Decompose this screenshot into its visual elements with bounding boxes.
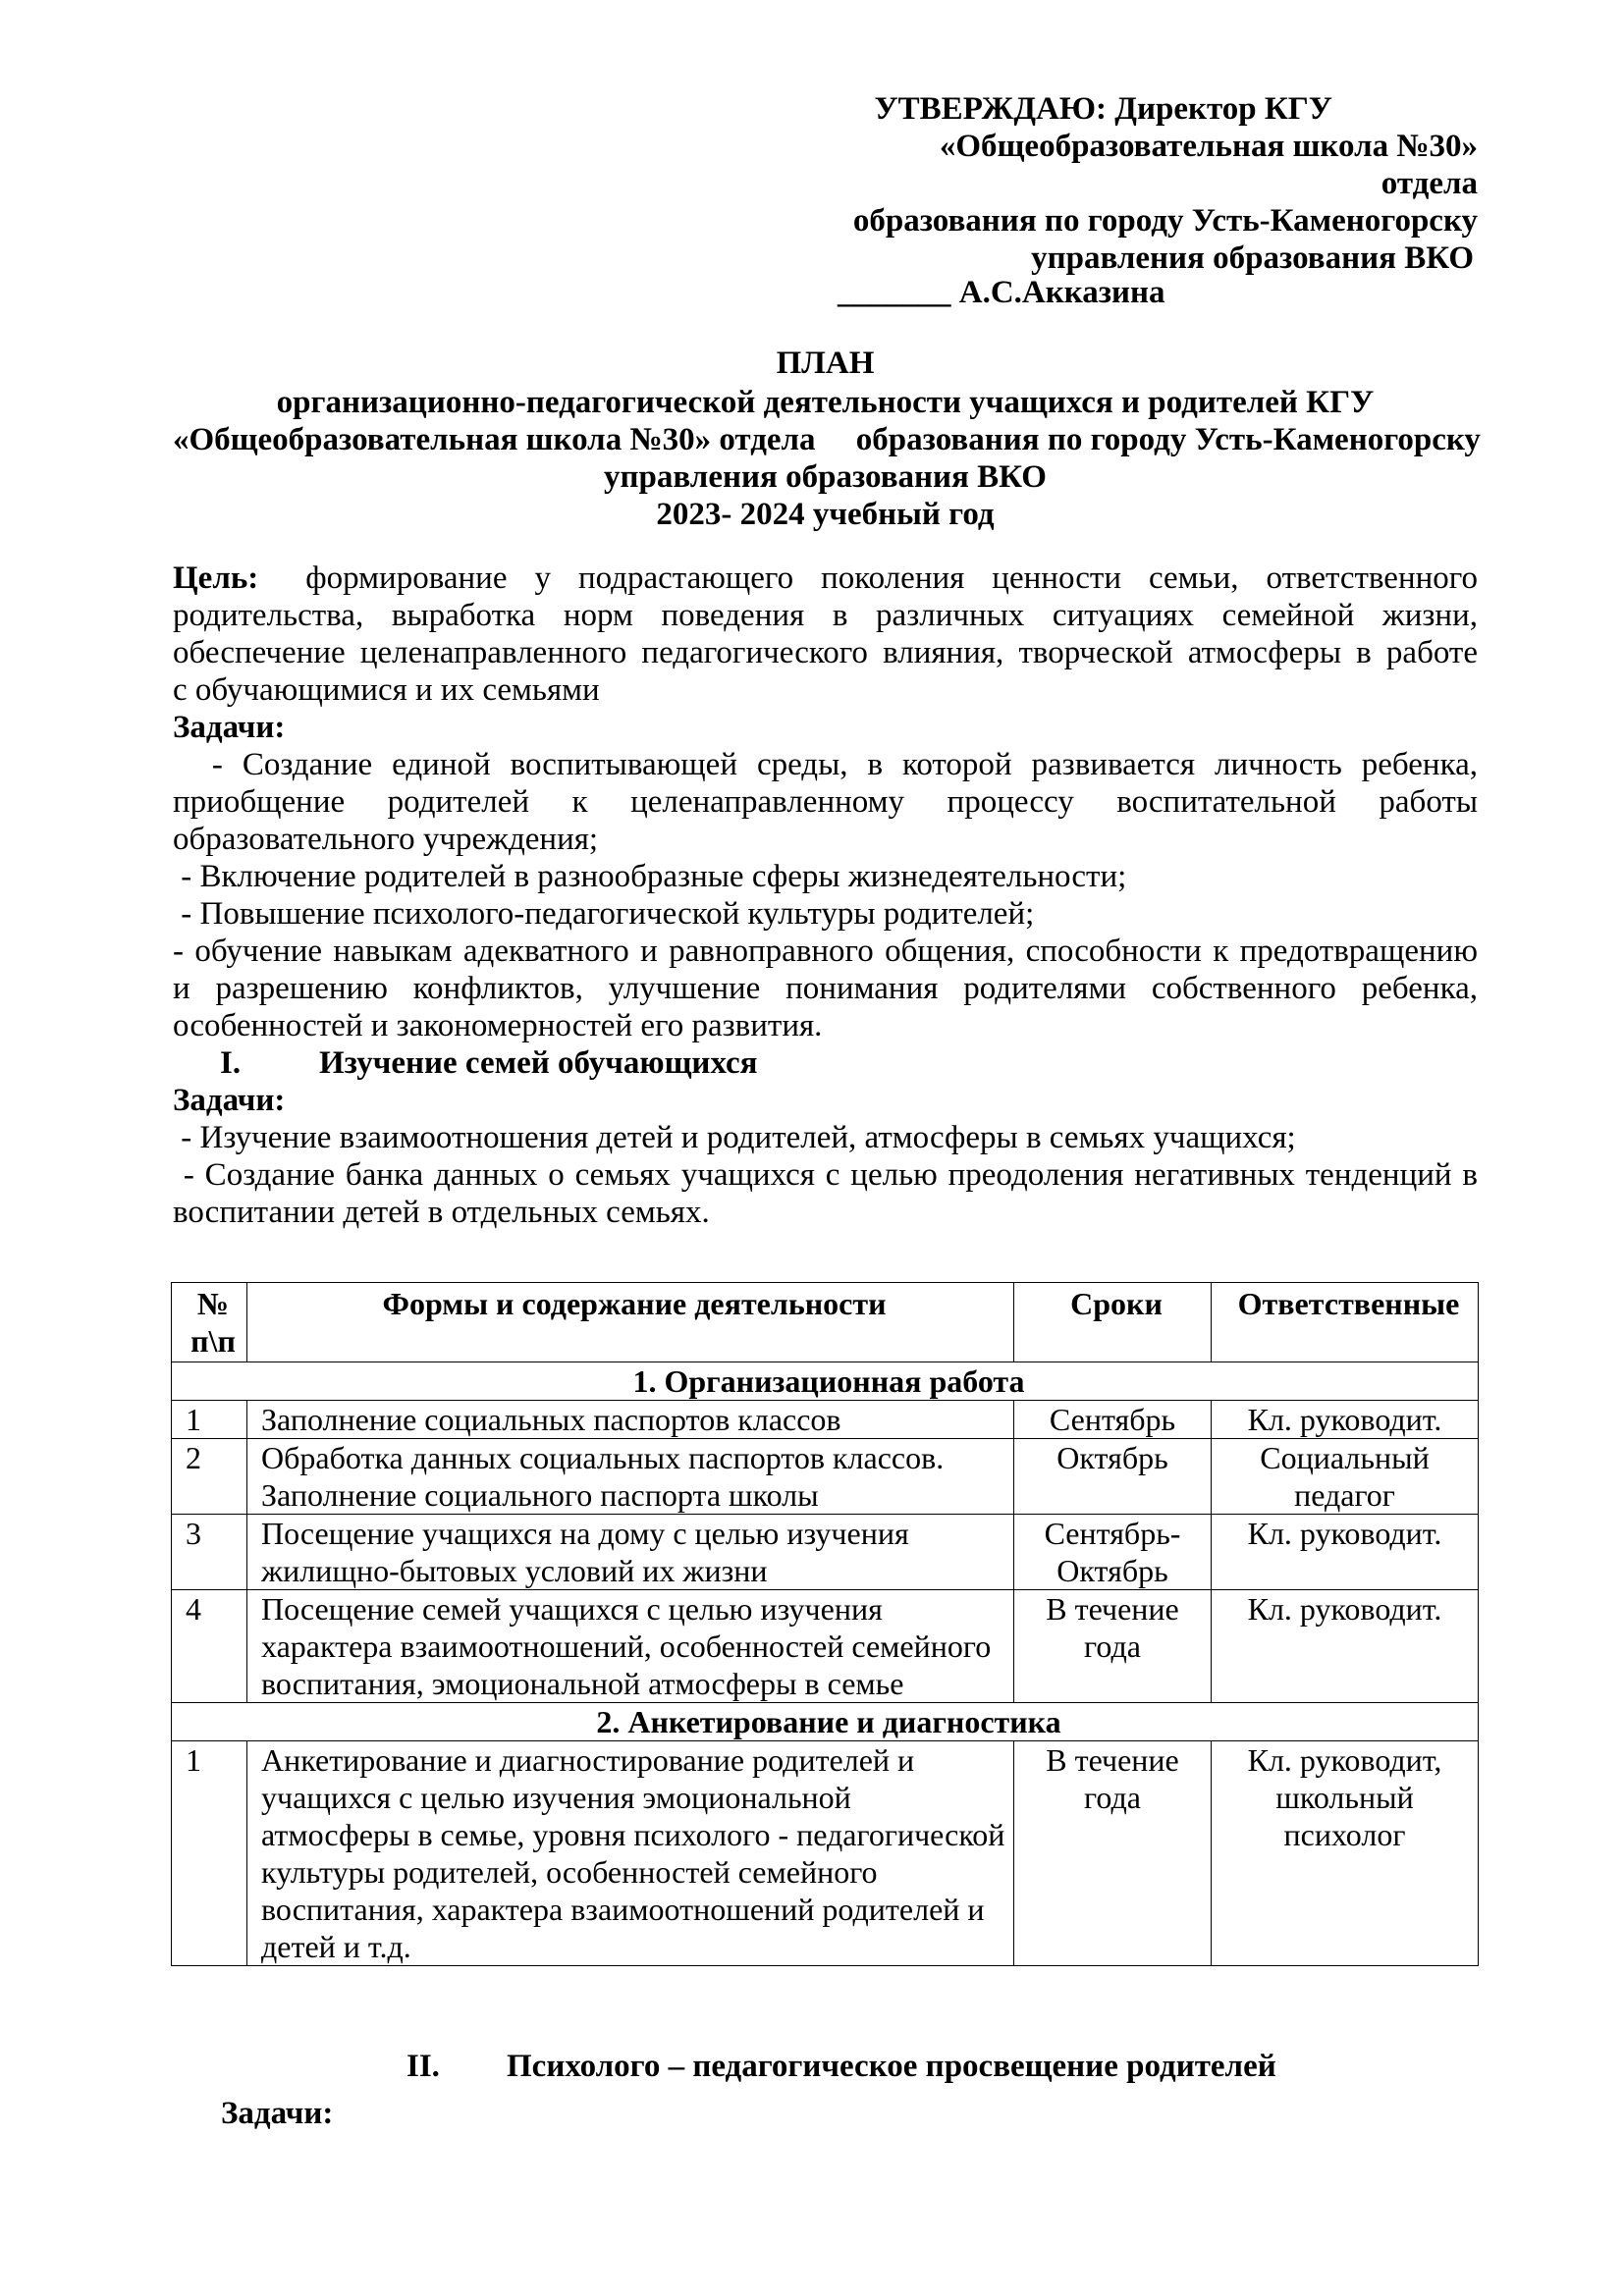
approval-line-4: управления образования ВКО (1031, 240, 1474, 276)
task-4-last-line: особенностей и закономерностей его развития. (173, 1008, 823, 1043)
row-number: 1 (172, 1401, 247, 1439)
row-content: Посещение учащихся на дому с целью изучения жилищно-бытовых условий их жизни (247, 1515, 1014, 1590)
table-row (172, 1515, 1479, 1590)
table-header-row (172, 1283, 1479, 1362)
row-responsible: Кл. руководит. (1212, 1515, 1479, 1590)
group-title: 2. Анкетирование и диагностика (172, 1703, 1479, 1741)
row-responsible: Кл. руководит, школьный психолог (1212, 1741, 1479, 1966)
section-1-title: Изучение семей обучающихся (319, 1045, 758, 1081)
document-title-block (173, 343, 1481, 533)
approval-line-2: «Общеобразовательная школа №30» отдела (939, 129, 1478, 201)
row-terms: В течение года (1014, 1590, 1212, 1703)
approval-block (844, 90, 1478, 277)
goal-first-line (173, 560, 1478, 597)
group-title: 1. Организационная работа (172, 1362, 1479, 1401)
task-4-line: - обучение навыкам адекватного и равноправного общения, способности к предотвращению (173, 934, 1478, 969)
row-number: 3 (172, 1515, 247, 1590)
row-terms: Сентябрь-Октябрь (1014, 1515, 1212, 1590)
task-1-line: - Создание единой воспитывающей среды, в которой развивается личность ребенка, (173, 747, 1478, 782)
document-body (173, 560, 1478, 1231)
section-1-heading (173, 1044, 1478, 1082)
title-subline-3: управления образования ВКО (604, 459, 1047, 495)
section-2-title: Психолого – педагогическое просвещение родителей (507, 2049, 1276, 2084)
document-title: ПЛАН (776, 346, 875, 381)
row-number: 2 (172, 1439, 247, 1515)
goal-line: обеспечение целенаправленного педагогического влияния, творческой атмосферы в работе (173, 635, 1478, 670)
table-group-row (172, 1362, 1479, 1401)
approval-line-3: образования по городу Усть-Каменогорску (852, 203, 1478, 239)
table-row (172, 1590, 1479, 1703)
section-2-tasks-label: Задачи: (221, 2096, 334, 2131)
section-1-task-2-line: - Создание банка данных о семьях учащихся с целью преодоления негативных тенденций в (173, 1157, 1478, 1193)
section-1-tasks-label: Задачи: (173, 1083, 286, 1118)
row-responsible: Кл. руководит. (1212, 1401, 1479, 1439)
section-1-task-2-last-line: воспитании детей в отдельных семьях. (173, 1195, 710, 1230)
section-1-number: I. (220, 1045, 242, 1081)
title-subline-1: организационно-педагогической деятельности учащихся и родителей КГУ (276, 385, 1375, 420)
goal-label: Цель: (173, 561, 259, 596)
header-terms: Сроки (1014, 1283, 1212, 1362)
task-3: - Повышение психолого-педагогической культуры родителей; (173, 896, 1035, 932)
table-row (172, 1741, 1479, 1966)
row-content: Обработка данных социальных паспортов классов. Заполнение социального паспорта школы (247, 1439, 1014, 1515)
row-terms: Октябрь (1014, 1439, 1212, 1515)
section-1-task-1: - Изучение взаимоотношения детей и родителей, атмосферы в семьях учащихся; (173, 1120, 1296, 1155)
task-2: - Включение родителей в разнообразные сферы жизнедеятельности; (173, 859, 1127, 894)
goal-line: родительства, выработка норм поведения в различных ситуациях семейной жизни, (173, 598, 1478, 633)
row-terms: В течение года (1014, 1741, 1212, 1966)
director-signature-line: _______ А.С.Акказина (838, 275, 1165, 310)
row-number: 4 (172, 1590, 247, 1703)
header-responsible: Ответственные (1212, 1283, 1479, 1362)
goal-text-first: формирование у подрастающего поколения ценности семьи, ответственного (305, 561, 1478, 596)
row-responsible: Кл. руководит. (1212, 1590, 1479, 1703)
academic-year: 2023- 2024 учебный год (656, 497, 995, 532)
task-1-last-line: образовательного учреждения; (173, 822, 599, 857)
approval-line-1: УТВЕРЖДАЮ: Директор КГУ (874, 91, 1332, 127)
section-2-number: II. (406, 2049, 440, 2084)
row-content: Анкетирование и диагностирование родителей и учащихся с целью изучения эмоциональной атмосферы в семье, уровня психолого - педагогической культуры родителей, особенностей семейного воспитания, характера взаимоотношений родителей и детей и т.д. (247, 1741, 1014, 1966)
tasks-label: Задачи: (173, 710, 286, 745)
header-number: № п\п (172, 1283, 247, 1362)
task-4-line: и разрешению конфликтов, улучшение понимания родителями собственного ребенка, (173, 971, 1478, 1006)
goal-last-line: с обучающимися и их семьями (173, 672, 600, 708)
header-content: Формы и содержание деятельности (247, 1283, 1014, 1362)
row-number: 1 (172, 1741, 247, 1966)
title-subline-2: «Общеобразовательная школа №30» отдела образования по городу Усть-Каменогорску (173, 422, 1481, 457)
section-2-heading (173, 2048, 1478, 2085)
row-content: Посещение семей учащихся с целью изучения характера взаимоотношений, особенностей семейного воспитания, эмоциональной атмосферы в семье (247, 1590, 1014, 1703)
row-responsible: Социальный педагог (1212, 1439, 1479, 1515)
table-row (172, 1439, 1479, 1515)
activity-plan-table (171, 1282, 1479, 1966)
table-row (172, 1401, 1479, 1439)
row-terms: Сентябрь (1014, 1401, 1212, 1439)
row-content: Заполнение социальных паспортов классов (247, 1401, 1014, 1439)
task-1-line: приобщение родителей к целенаправленному процессу воспитательной работы (173, 784, 1478, 820)
table-group-row (172, 1703, 1479, 1741)
